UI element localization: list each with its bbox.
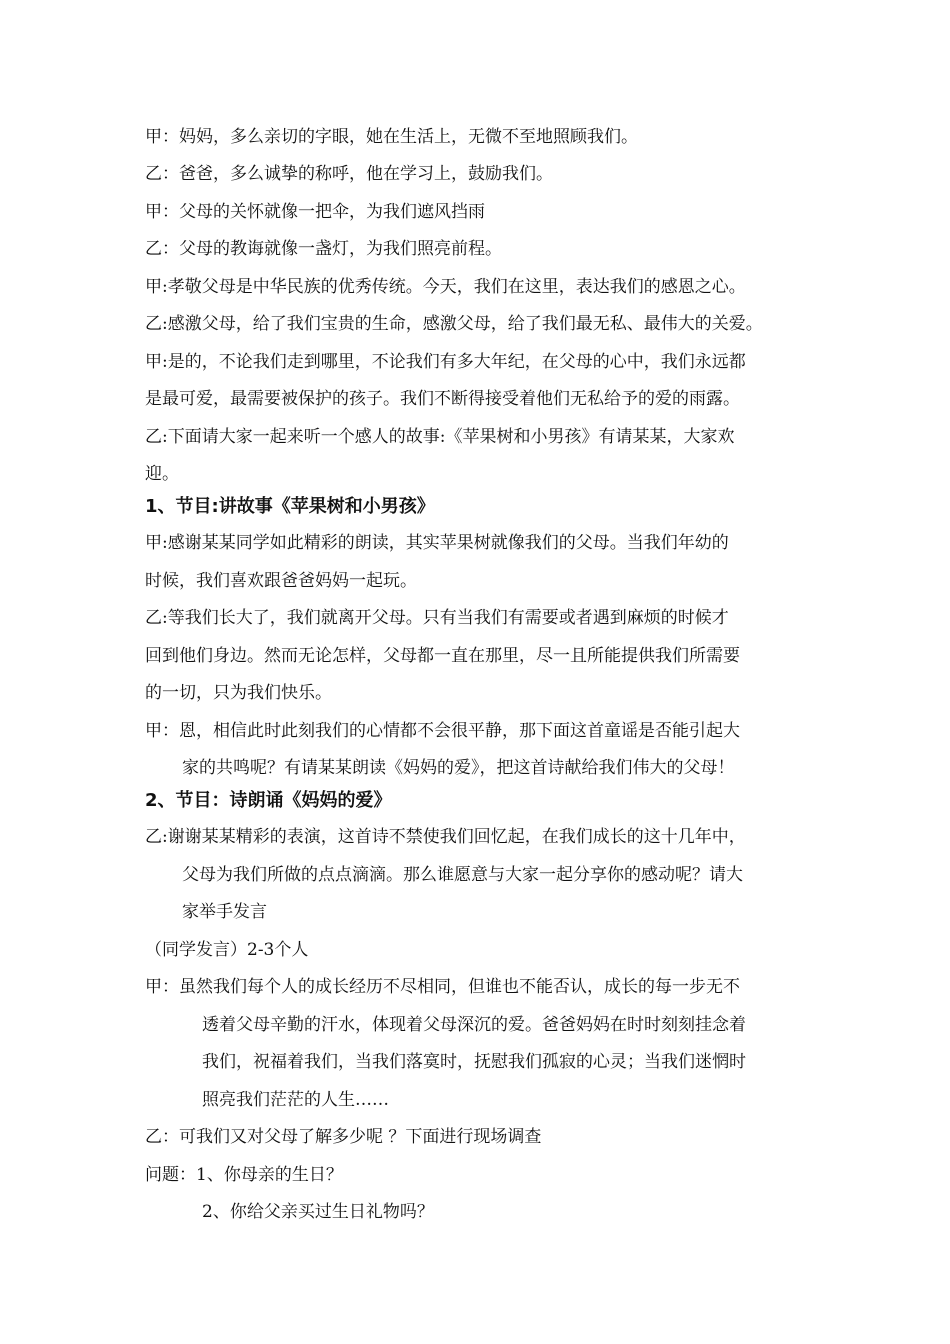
stage-note: （同学发言）2-3个人 bbox=[145, 940, 309, 960]
dialogue-line: 是最可爱，最需要被保护的孩子。我们不断得接受着他们无私给予的爱的雨露。 bbox=[145, 389, 740, 409]
dialogue-line: 回到他们身边。然而无论怎样，父母都一直在那里，尽一且所能提供我们所需要 bbox=[145, 646, 740, 666]
dialogue-line: 乙:谢谢某某精彩的表演，这首诗不禁使我们回忆起，在我们成长的这十几年中， bbox=[145, 827, 746, 847]
dialogue-line: 的一切，只为我们快乐。 bbox=[145, 683, 332, 703]
dialogue-line: 乙：父母的教诲就像一盏灯，为我们照亮前程。 bbox=[145, 239, 502, 259]
dialogue-line: 甲:感谢某某同学如此精彩的朗读，其实苹果树就像我们的父母。当我们年幼的 bbox=[145, 533, 729, 553]
dialogue-line: 迎。 bbox=[145, 464, 179, 484]
dialogue-line: 我们，祝福着我们，当我们落寞时，抚慰我们孤寂的心灵；当我们迷惘时 bbox=[202, 1052, 746, 1072]
dialogue-line: 甲：虽然我们每个人的成长经历不尽相同，但谁也不能否认，成长的每一步无不 bbox=[145, 977, 740, 997]
dialogue-line: 乙:感激父母，给了我们宝贵的生命，感激父母，给了我们最无私、最伟大的关爱。 bbox=[145, 314, 763, 334]
question-item: 2、你给父亲买过生日礼物吗？ bbox=[202, 1202, 434, 1222]
dialogue-line: 照亮我们茫茫的人生…… bbox=[202, 1090, 389, 1110]
dialogue-line: 甲:是的，不论我们走到哪里，不论我们有多大年纪，在父母的心中，我们永远都 bbox=[145, 352, 746, 372]
section-heading: 1、节目:讲故事《苹果树和小男孩》 bbox=[145, 496, 435, 517]
dialogue-line: 甲：父母的关怀就像一把伞，为我们遮风挡雨 bbox=[145, 202, 485, 222]
dialogue-line: 乙：可我们又对父母了解多少呢 ？下面进行现场调查 bbox=[145, 1127, 542, 1147]
dialogue-line: 透着父母辛勤的汗水，体现着父母深沉的爱。爸爸妈妈在时时刻刻挂念着 bbox=[202, 1015, 746, 1035]
dialogue-line: 时候，我们喜欢跟爸爸妈妈一起玩。 bbox=[145, 571, 417, 591]
dialogue-line: 乙：爸爸，多么诚挚的称呼，他在学习上，鼓励我们。 bbox=[145, 164, 553, 184]
dialogue-line: 家的共鸣呢？有请某某朗读《妈妈的爱》，把这首诗献给我们伟大的父母！ bbox=[182, 758, 735, 778]
section-heading: 2、节目：诗朗诵《妈妈的爱》 bbox=[145, 790, 392, 811]
dialogue-line: 甲：恩，相信此时此刻我们的心情都不会很平静，那下面这首童谣是否能引起大 bbox=[145, 721, 740, 741]
dialogue-line: 家举手发言 bbox=[182, 902, 267, 922]
dialogue-line: 甲:孝敬父母是中华民族的优秀传统。今天，我们在这里，表达我们的感恩之心。 bbox=[145, 277, 746, 297]
dialogue-line: 父母为我们所做的点点滴滴。那么谁愿意与大家一起分享你的感动呢？请大 bbox=[182, 865, 743, 885]
dialogue-line: 乙:等我们长大了，我们就离开父母。只有当我们有需要或者遇到麻烦的时候才 bbox=[145, 608, 729, 628]
dialogue-line: 乙:下面请大家一起来听一个感人的故事:《苹果树和小男孩》有请某某，大家欢 bbox=[145, 427, 735, 447]
question-item: 问题：1、你母亲的生日？ bbox=[145, 1165, 343, 1185]
dialogue-line: 甲：妈妈，多么亲切的字眼，她在生活上，无微不至地照顾我们。 bbox=[145, 127, 638, 147]
